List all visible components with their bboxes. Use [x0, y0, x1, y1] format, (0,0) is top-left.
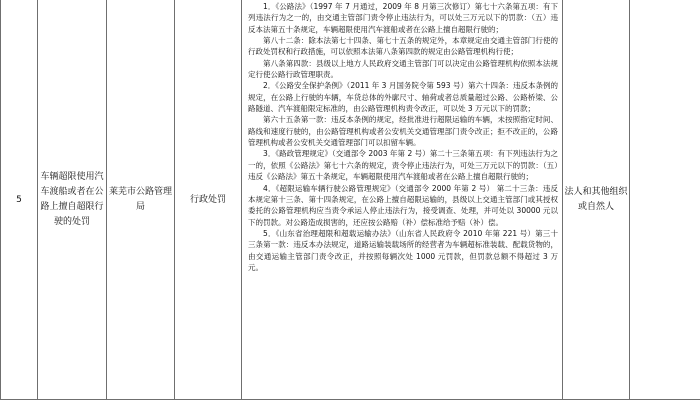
legal-basis-paragraph: 4．《超限运输车辆行驶公路管理规定》（交通部令 2000 年第 2 号） 第二十三条：违反本规定第十三条、第十四条规定，在公路上擅自超限运输的，县级以上交通主管部门或其授权委托的公路管理机构应当责令承运人停止违法行为，接受调查、处理，并可处以 30000 元以下的罚款。对公路造成损害的，还应按公路赔（补）偿标准给予赔（补）偿。 [248, 183, 558, 227]
legal-basis-paragraph: 第六十五条第一款：违反本条例的规定，经批准进行超限运输的车辆，未按照指定时间、路线和速度行驶的，由公路管理机构或者公安机关交通管理部门责令改正；拒不改正的，公路管理机构或者公安机关交通管理部门可以扣留车辆。 [248, 115, 558, 148]
power-category: 行政处罚 [175, 0, 242, 400]
target-party: 法人和其他组织或自然人 [563, 0, 630, 400]
remarks-cell [630, 0, 700, 400]
legal-basis-paragraph: 2．《公路安全保护条例》（2011 年 3 月国务院令第 593 号）第六十四条：违反本条例的规定，在公路上行驶的车辆，车货总体的外廓尺寸、轴荷或者总质量超过公路、公路桥梁、公路隧道、汽车渡船限定标准的，由公路管理机构责令改正，可以处 3 万元以下的罚款； [248, 81, 558, 114]
legal-basis-paragraph: 第八十二条：除本法第七十四条、第七十五条的规定外，本章规定由交通主管部门行使的行政处罚权和行政措施，可以依照本法第八条第四款的规定由公路管理机构行使； [248, 36, 558, 57]
enforcement-agency: 莱芜市公路管理局 [107, 0, 175, 400]
legal-basis-paragraph: 5．《山东省治理超限和超载运输办法》（山东省人民政府令 2010 年第 221 号）第三十三条第一款：违反本办法规定，道路运输装载场所的经营者为车辆超标准装载、配载货物的，由交通运输主管部门责令改正，并按照每辆次处 1000 元罚款，但罚款总额不得超过 3 万元。 [248, 228, 558, 272]
table-row [1, 0, 700, 400]
legal-basis-paragraph: 1．《公路法》（1997 年 7 月通过，2009 年 8 月第三次修订）第七十六条第五项：有下列违法行为之一的，由交通主管部门责令停止违法行为，可以处三万元以下的罚款：（五）违反本法第五十条规定，车辆超限使用汽车渡船或者在公路上擅自超限行驶的； [248, 2, 558, 34]
legal-basis-paragraph: 3．《路政管理规定》（交通部令 2003 年第 2 号）第二十三条第五项：有下列违法行为之一的，依照《公路法》第七十六条的规定，责令停止违法行为，可处三万元以下的罚款：（五）违反《公路法》第五十条规定，车辆超限使用汽车渡船或者在公路上擅自超限行驶的； [248, 149, 558, 182]
legal-basis-paragraph: 第八条第四款：县级以上地方人民政府交通主管部门可以决定由公路管理机构依照本法规定行使公路行政管理职责。 [248, 58, 558, 80]
row-number: 5 [1, 0, 38, 400]
legal-basis [242, 0, 563, 400]
item-name: 车辆超限使用汽车渡船或者在公路上擅自超限行驶的处罚 [38, 0, 107, 400]
